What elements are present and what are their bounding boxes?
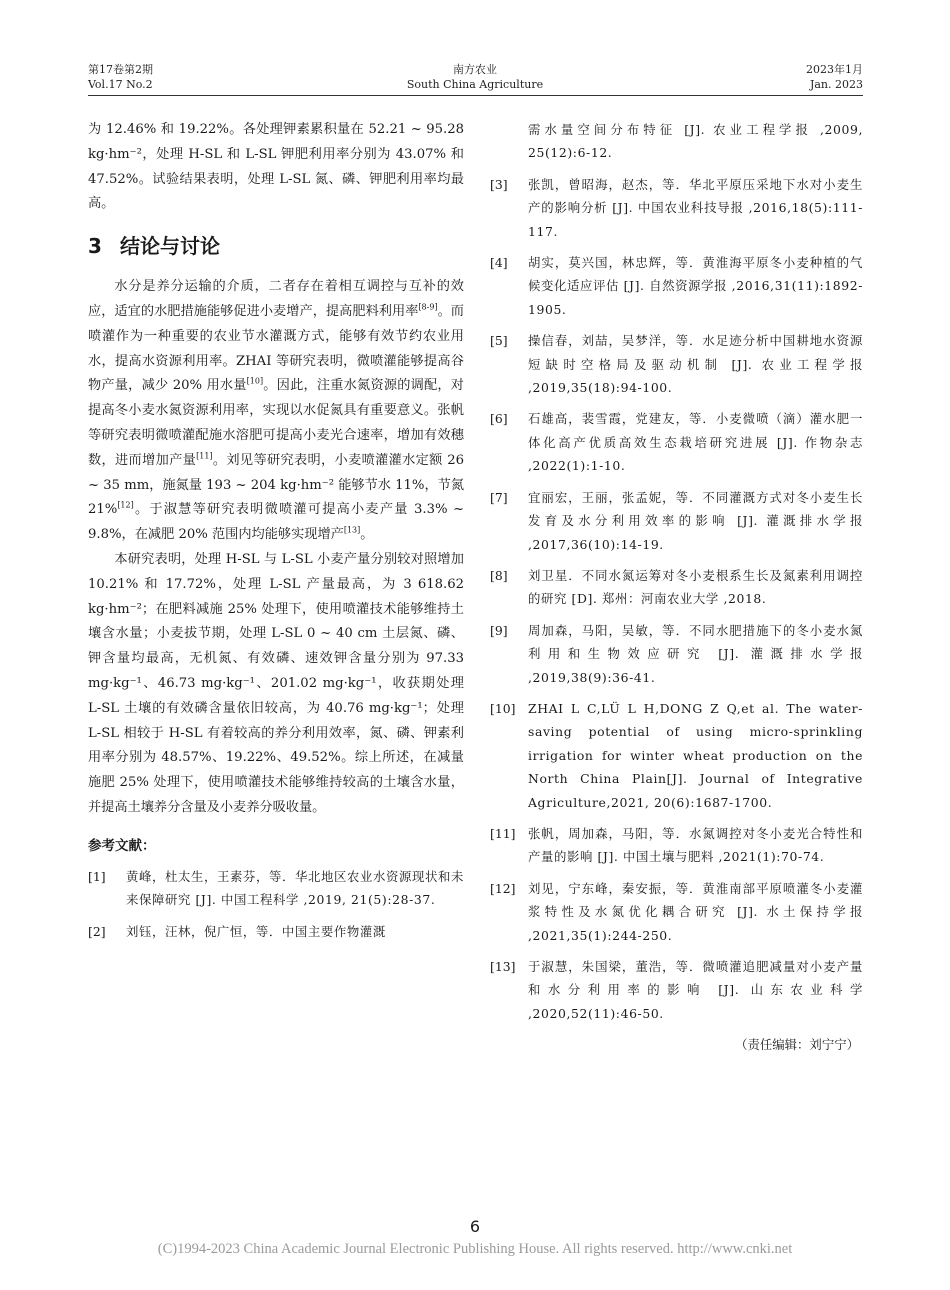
journal-title-en: South China Agriculture [406, 78, 544, 91]
reference-number: [9] [490, 622, 508, 638]
section-title: 结论与讨论 [120, 234, 220, 259]
citation: [13] [343, 525, 361, 535]
reference-number: [11] [490, 825, 516, 841]
date-cn: 2023年1月 [806, 63, 863, 76]
reference-item [490, 173, 863, 243]
reference-item [490, 251, 863, 321]
discussion-paragraph-2: 本研究表明，处理 H-SL 与 L-SL 小麦产量分别较对照增加 10.21% 和 17.72%，处理 L-SL 产量最高，为 3 618.62 kg·hm⁻²；在肥料减施 25% 处理下，使用喷灌技术能够维持土壤含水量；小麦拔节期，处理 L-SL 0 ~ 40 cm 土层氮、磷、钾含量均最高，无机氮、有效磷、速效钾含量分别为 97.33 mg·kg⁻¹、46.73 mg·kg⁻¹、201.02 mg·kg⁻¹，收获期处理 L-SL 土壤的有效磷含量依旧较高，为 40.76 mg·kg⁻¹；处理 L-SL 相较于 H-SL 有着较高的养分利用效率，氮、磷、钾素利用率分别为 48.57%、19.22%、49.52%。综上所述，在减量施肥 25% 处理下，使用喷灌技术能够维持较高的土壤含水量，并提高土壤养分含量及小麦养分吸收量。 [88, 551, 464, 815]
date-header [806, 62, 863, 92]
text-run: 。而喷灌作为一种重要的农业节水灌溉方式，能够有效节约农业用水，提高水资源利用率。ZHAI 等研究表明，微喷灌能够提高谷物产量，减少 20% 用水量 [88, 303, 464, 394]
reference-number: [7] [490, 489, 508, 505]
reference-item [490, 877, 863, 947]
reference-number: [4] [490, 255, 508, 271]
reference-text: 操信春，刘喆，吴梦洋，等．水足迹分析中国耕地水资源短缺时空格局及驱动机制 [J]. 农业工程学报 ,2019,35(18):94-100. [528, 333, 863, 396]
citation: [10] [246, 376, 264, 386]
reference-item [490, 697, 863, 814]
issue-en: Vol.17 No.2 [88, 78, 153, 91]
reference-item [490, 564, 863, 611]
reference-item [490, 619, 863, 689]
issue-cn: 第17卷第2期 [88, 63, 153, 76]
reference-item [88, 920, 464, 943]
reference-number: [3] [490, 176, 508, 192]
reference-text: 刘见，宁东峰，秦安振，等．黄淮南部平原喷灌冬小麦灌浆特性及水氮优化耦合研究 [J]. 水土保持学报 ,2021,35(1):244-250. [528, 880, 863, 943]
reference-text: 胡实，莫兴国，林忠辉，等．黄淮海平原冬小麦种植的气候变化适应评估 [J]. 自然资源学报 ,2016,31(11):1892-1905. [528, 255, 863, 317]
reference-number: [6] [490, 411, 508, 427]
date-en: Jan. 2023 [809, 78, 863, 91]
reference-number: [1] [88, 868, 106, 884]
references-heading: 参考文献： [88, 837, 156, 854]
text-run: 。因此，注重水氮资源的调配，对提高冬小麦水氮资源利用率，实现以水促氮具有重要意义。张帆等研究表明微喷灌配施水溶肥可提高小麦光合速率，增加有效穗数，进而增加产量 [88, 378, 464, 468]
left-column [88, 118, 464, 951]
reference-text: 石雄高，裴雪霞，党建友，等．小麦微喷（滴）灌水肥一体化高产优质高效生态栽培研究进展 [J]. 作物杂志 ,2022(1):1-10. [528, 411, 863, 474]
text-run: 水分是养分运输的介质，二者存在着相互调控与互补的效应，适宜的水肥措施能够促进小麦增产，提高肥料利用率 [88, 279, 464, 319]
reference-number: [12] [490, 880, 516, 896]
text-run: 。 [360, 527, 374, 543]
journal-issue-header [88, 62, 153, 92]
reference-continuation [490, 118, 863, 165]
section-number: 3 [88, 234, 102, 259]
responsible-editor: （责任编辑：刘宁宁） [735, 1037, 859, 1053]
reference-text: 需水量空间分布特征 [J]. 农业工程学报 ,2009, 25(12):6-12. [528, 122, 863, 161]
discussion-paragraph-1 [88, 275, 464, 548]
reference-number: [2] [88, 923, 106, 939]
reference-text: ZHAI L C,LÜ L H,DONG Z Q,et al. The water-saving potential of using micro-sprinkling irrigation for winter wheat production on the North China Plain[J]. Journal of Integrative Agriculture,2021, 20(6):1687-1700. [528, 700, 863, 810]
reference-item [490, 486, 863, 556]
reference-text: 刘卫星．不同水氮运筹对冬小麦根系生长及氮素利用调控的研究 [D]. 郑州：河南农业大学 ,2018. [528, 567, 863, 607]
section-heading [88, 231, 464, 261]
text-run: 。于淑慧等研究表明微喷灌可提高小麦产量 3.3% ~ 9.8%，在减肥 20% 范围内均能够实现增产 [88, 502, 464, 543]
right-column [490, 118, 863, 1057]
reference-text: 于淑慧，朱国梁，董浩，等．微喷灌追肥减量对小麦产量和水分利用率的影响 [J]. 山东农业科学 ,2020,52(11):46-50. [528, 959, 863, 1021]
reference-number: [5] [490, 333, 508, 349]
reference-item [490, 822, 863, 869]
reference-item [490, 955, 863, 1025]
reference-number: [10] [490, 700, 516, 716]
header-divider [88, 95, 863, 96]
page-number: 6 [469, 1217, 481, 1236]
copyright-footer: (C)1994-2023 China Academic Journal Electronic Publishing House. All rights reserved. http://www.cnki.net [157, 1241, 793, 1257]
citation: [12] [117, 500, 134, 510]
reference-text: 张凯，曾昭海，赵杰，等．华北平原压采地下水对小麦生产的影响分析 [J]. 中国农业科技导报 ,2016,18(5):111-117. [528, 176, 863, 239]
reference-text: 宜丽宏，王丽，张孟妮，等．不同灌溉方式对冬小麦生长发育及水分利用效率的影响 [J]. 灌溉排水学报 ,2017,36(10):14-19. [528, 489, 863, 552]
reference-text: 刘钰，汪林，倪广恒，等．中国主要作物灌溉 [126, 923, 386, 939]
reference-item [490, 329, 863, 399]
reference-text: 周加森，马阳，吴敏，等．不同水肥措施下的冬小麦水氮利用和生物效应研究 [J]. 灌溉排水学报 ,2019,38(9):36-41. [528, 622, 863, 685]
reference-text: 张帆，周加森，马阳，等．水氮调控对冬小麦光合特性和产量的影响 [J]. 中国土壤与肥料 ,2021(1):70-74. [528, 825, 863, 865]
journal-title-cn: 南方农业 [453, 63, 497, 76]
text-run: 。刘见等研究表明，小麦喷灌灌水定额 26 ~ 35 mm，施氮量 193 ~ 204 kg·hm⁻² 能够节水 11%，节氮 21% [88, 452, 465, 518]
reference-text: 黄峰，杜太生，王素芬，等．华北地区农业水资源现状和未来保障研究 [J]. 中国工程科学 ,2019, 21(5):28-37. [126, 868, 464, 908]
reference-number: [8] [490, 567, 508, 583]
journal-title-header [375, 62, 575, 92]
results-paragraph-end: 为 12.46% 和 19.22%。各处理钾素累积量在 52.21 ~ 95.28 kg·hm⁻²，处理 H-SL 和 L-SL 钾肥利用率分别为 43.07% 和 47.52%。试验结果表明，处理 L-SL 氮、磷、钾肥利用率均最高。 [88, 122, 464, 212]
citation: [11] [196, 451, 213, 461]
reference-number: [13] [490, 959, 516, 974]
reference-item [490, 407, 863, 477]
reference-item [88, 865, 464, 912]
citation: [8-9] [418, 302, 438, 312]
